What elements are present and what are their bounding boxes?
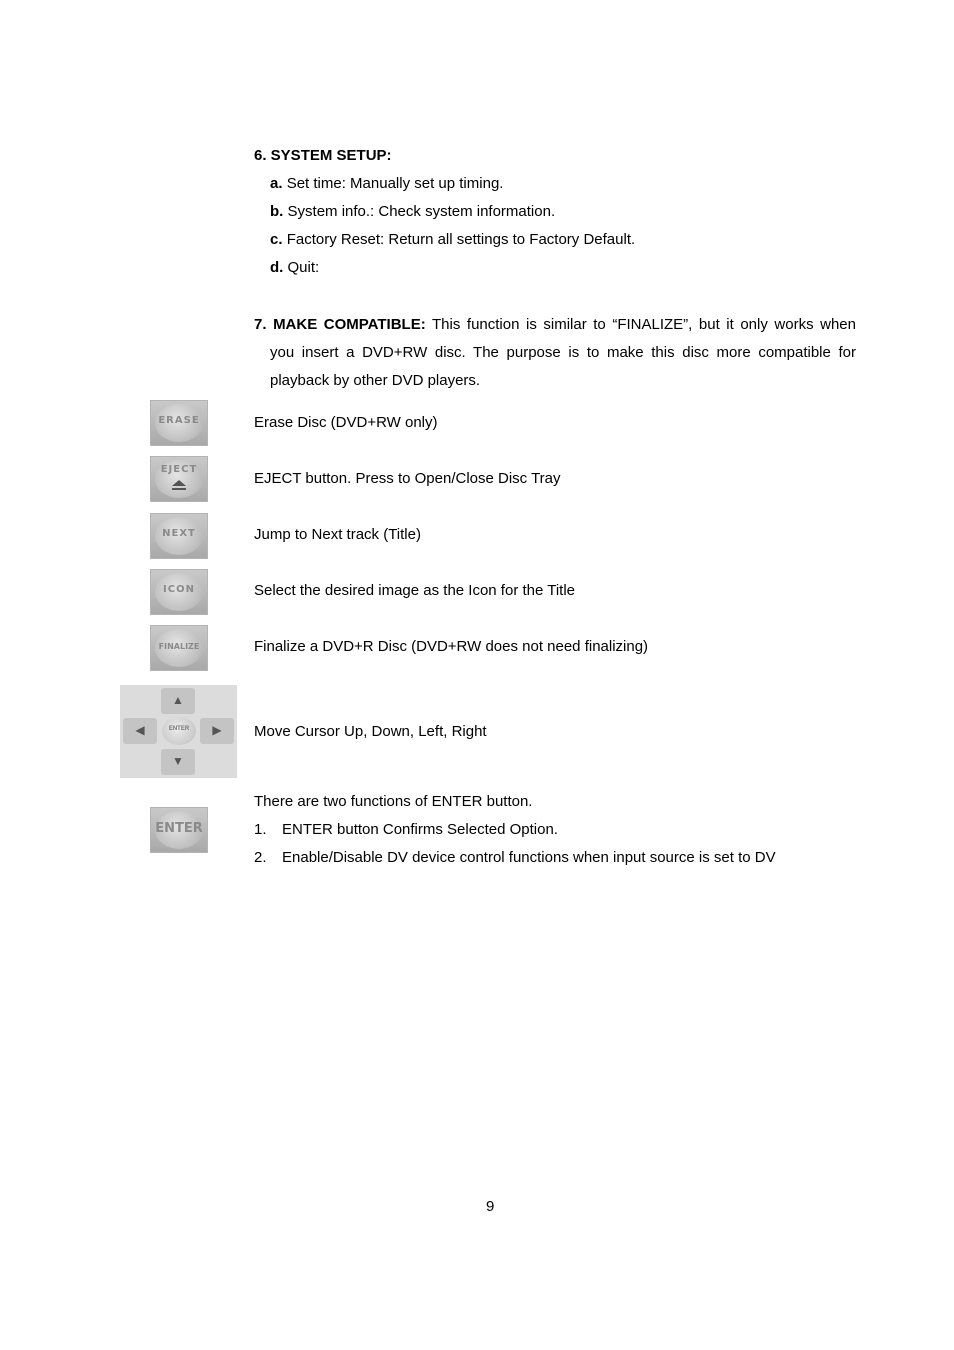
finalize-description: Finalize a DVD+R Disc (DVD+RW does not need finalizing) [254,638,649,655]
make-compatible-line-1: 7. MAKE COMPATIBLE: This function is similar to “FINALIZE”, but it only works when [254,316,856,333]
eject-icon [172,480,186,490]
eject-description: EJECT button. Press to Open/Close Disc Tray [254,470,561,487]
system-setup-item-b: b. System info.: Check system information. [270,203,556,220]
icon-button-icon: ICON [150,569,208,615]
system-setup-item-a: a. Set time: Manually set up timing. [270,175,504,192]
page-number: 9 [486,1198,495,1215]
system-setup-heading: 6. SYSTEM SETUP: [254,147,392,164]
enter-center-key: ENTER [162,717,196,745]
right-arrow-icon: ▶ [200,718,234,744]
enter-item-1: 1. ENTER button Confirms Selected Option. [254,821,558,838]
direction-pad-icon [120,685,237,778]
enter-button-icon: ENTER [150,807,208,853]
enter-intro: There are two functions of ENTER button. [254,793,533,810]
finalize-button-icon: FINALIZE [150,625,208,671]
erase-description: Erase Disc (DVD+RW only) [254,414,438,431]
next-description: Jump to Next track (Title) [254,526,421,543]
left-arrow-icon: ◀ [123,718,157,744]
icon-description: Select the desired image as the Icon for the Title [254,582,576,599]
up-arrow-icon: ▲ [161,688,195,714]
erase-button-icon: ERASE [150,400,208,446]
make-compatible-line-2: you insert a DVD+RW disc. The purpose is to make this disc more compatible for [270,344,856,361]
next-button-icon: NEXT [150,513,208,559]
dpad-description: Move Cursor Up, Down, Left, Right [254,723,487,740]
eject-button-icon: EJECT [150,456,208,502]
make-compatible-line-3: playback by other DVD players. [270,372,481,389]
system-setup-item-d: d. Quit: [270,259,320,276]
system-setup-item-c: c. Factory Reset: Return all settings to Factory Default. [270,231,636,248]
enter-item-2: 2. Enable/Disable DV device control functions when input source is set to DV [254,849,776,866]
down-arrow-icon: ▼ [161,749,195,775]
